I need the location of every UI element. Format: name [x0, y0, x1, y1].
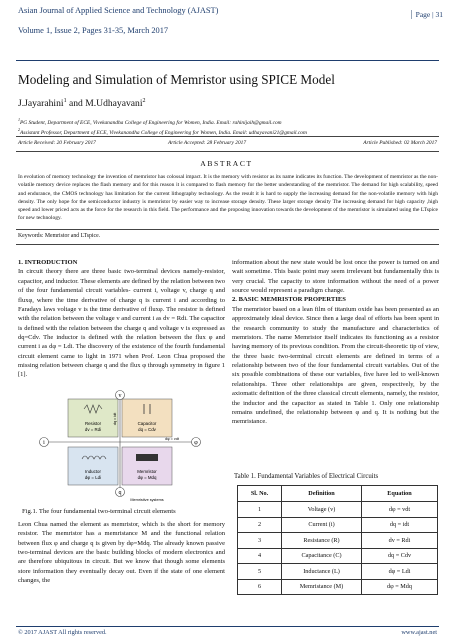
after-figure-paragraph: Leon Chua named the element as memristor, which is the short for memory resistor. The memristor has a memristance M and the functional relation between flux φ and charge q is given by dφ=Mdq. The already known passive two-terminal devices are the basic building blocks of modern electronics and are therefore ubiquitous in circuit. But we know that though some elements store information they eventually decay out. Even if the state of one element changes, the — [18, 521, 225, 585]
abstract-text: In evolution of memory technology the invention of memristor has colossal impact. It is the memory with resistor as its name indicates its function. The development of memristor as the non-volatile memory device replaces the flash memory and for this reason it is compared to flash memory for the better understanding of the memristor. The demand for high scalability, speed and endurance, the CMOS technology has limitation for the current lithography technology. As the result it is hard to supply the increasing demand for the non-volatile memory with high density. The only hope for the semiconductor industry is memristor by easier way to increase storage density. These larger storage density The increasing demand for high capacity ,high speed and lower priced acts as the force for the research in this field. The performance and the proposing innovation towards the development of the memristor is simulated using the LTspice for new technology. — [18, 174, 438, 222]
table-cell: dq = idt — [362, 517, 438, 533]
inductor-eq: dφ = Ldi — [84, 475, 102, 480]
date-received: Article Received: 20 February 2017 — [18, 140, 96, 146]
footer-website[interactable]: www.ajast.net — [401, 629, 437, 636]
right-column — [232, 258, 439, 427]
section2-paragraph: The memristor based on a lean film of titanium oxide has been presented as an approximately ideal device. Since then a large deal of efforts has been spent in the research community to study the manufacture and characteristics of memristors. The name Memristor itself indicates its functioning as a resistor having memory of its previous condition. From the circuit-theoretic tip of view, the three basic two-terminal circuit elements are defined in terms of a relationship between two of the four fundamental circuit variables. Out of the six possible combinations of these our variables, five have led to well-known relationships. Three other relationships are given, respectively, by the axiomatic definition of the three classical circuit elements, namely, the resistor, the inductor and the capacitor as stated in Table 1. Only one relationship remains undefined, the relationship between φ and q. It is nothing but the memristance. — [232, 305, 439, 426]
author-1-sup: 1 — [63, 98, 67, 104]
table-row — [238, 502, 438, 518]
table-cell: 1 — [238, 502, 282, 518]
figure-caption: Fig.1. The four fundamental two-terminal circuit elements — [22, 508, 176, 515]
table-cell: 2 — [238, 517, 282, 533]
figure-bottom-label: Memristive systems — [130, 498, 164, 502]
table-header-definition: Definition — [282, 486, 362, 502]
footer-copyright: © 2017 AJAST All rights reserved. — [18, 629, 107, 636]
table-cell: 4 — [238, 548, 282, 564]
table-row — [238, 533, 438, 549]
affiliation-2-sup: 2 — [18, 127, 20, 133]
affiliations — [18, 117, 438, 137]
table-cell: dv = Rdi — [362, 533, 438, 549]
keywords: Keywords: Memristor and LTspice. — [18, 233, 101, 239]
journal-header — [18, 6, 218, 46]
label-v: v — [118, 393, 122, 400]
affiliation-2-text: Assistant Professor, Department of ECE, Vivekanandha College of Engineering for Women, India. Email: udhayavani21@gmail.com — [20, 129, 307, 136]
memristor-name: Memristor — [137, 469, 157, 474]
table-row — [238, 564, 438, 580]
left-column-continued — [18, 520, 225, 586]
intro-paragraph: In circuit theory there are three basic two-terminal devices namely-resistor, capacitor, and inductor. These elements are defined by the relation between two of the four fundamental circuit variables- current i, voltage v, charge q and fluxφ, where the time derivative of charge q is current i and according to Faradays laws voltage v is the time derivative of fluxφ. The resistor is defined with the relation between the voltage v and current i as dv = Rdi. The capacitor is defined with the relation between the charge q and voltage v is expressed as dq=Cdv. The inductor is defined with the relation between the flux φ and current i as dφ = Ldi. The discovery of the existence of the fourth fundamental circuit element came to light in 1971 when Prof. Leon Chua proposed the missing relation between charge q and the flux φ through symmetry in figure 1 [1]. — [18, 268, 225, 379]
paper-title: Modeling and Simulation of Memristor using SPICE Model — [18, 72, 335, 87]
table-header-equation: Equation — [362, 486, 438, 502]
label-dq-idt: dq = idt — [113, 412, 117, 426]
figure-four-elements — [22, 389, 218, 505]
author-and: and — [66, 98, 86, 110]
resistor-name: Resistor — [84, 421, 102, 426]
table-cell: Inductance (L) — [282, 564, 362, 580]
author-2: M.Udhayavani — [85, 98, 143, 110]
table-cell: dφ = vdt — [362, 502, 438, 518]
table-header-slno: Sl. No. — [238, 486, 282, 502]
section2-heading: 2. BASIC MEMRISTOR PROPERTIES — [232, 296, 346, 304]
table-row — [238, 517, 438, 533]
affiliation-1-text: PG Student, Department of ECE, Vivekanandha College of Engineering for Women, India. Email: rahinijaih@gmail.com — [20, 119, 282, 126]
memristor-eq: dφ = Mdq — [137, 475, 157, 480]
table-cell: dq = Cdv — [362, 548, 438, 564]
table-row — [238, 579, 438, 595]
journal-name: Asian Journal of Applied Science and Technology (AJAST) — [18, 6, 219, 15]
keywords-bottom-rule — [16, 244, 439, 245]
table-cell: 5 — [238, 564, 282, 580]
table-cell: Voltage (v) — [282, 502, 362, 518]
capacitor-name: Capacitor — [137, 421, 157, 426]
affiliation-1-sup: 1 — [18, 117, 20, 122]
label-phi: φ — [194, 440, 198, 447]
fundamental-variables-table — [237, 485, 438, 595]
continued-paragraph: information about the new state would be lost once the power is turned on and wait sometime. This basic point may seem irrelevant but fundamentally this is very crucial. The capacity to store information without the need of a power source would represent a paradigm change. — [232, 259, 439, 295]
date-accepted: Article Accepted: 28 February 2017 — [168, 140, 247, 146]
page-number: Page | 31 — [411, 10, 443, 19]
table-cell: 6 — [238, 579, 282, 595]
journal-volume: Volume 1, Issue 2, Pages 31-35, March 2017 — [18, 26, 169, 36]
inductor-name: Inductor — [85, 469, 101, 474]
table-cell: Current (i) — [282, 517, 362, 533]
label-dphi-vdt: dφ = vdt — [165, 437, 179, 441]
table-cell: dφ = Ldi — [362, 564, 438, 580]
author-1: J.Jayarahini — [18, 98, 64, 110]
authors — [18, 98, 146, 109]
author-2-sup: 2 — [142, 98, 146, 104]
table-cell: Memristance (M) — [282, 579, 362, 595]
table-caption: Table 1. Fundamental Variables of Electrical Circuits — [234, 473, 379, 480]
table-header-row — [238, 486, 438, 502]
table-cell: Capacitance (C) — [282, 548, 362, 564]
footer-divider — [16, 626, 439, 627]
abstract-bottom-rule — [16, 229, 439, 230]
capacitor-eq: dq = Cdv — [138, 427, 156, 432]
article-dates — [18, 140, 437, 150]
abstract-heading: ABSTRACT — [200, 159, 253, 168]
header-divider — [16, 60, 439, 61]
label-i: i — [43, 440, 45, 447]
table-row — [238, 548, 438, 564]
label-q: q — [118, 490, 122, 497]
resistor-eq: dv = Rdi — [84, 427, 102, 432]
left-column — [18, 258, 225, 380]
dates-top-rule — [16, 136, 439, 137]
table-cell: 3 — [238, 533, 282, 549]
memristor-symbol — [136, 454, 158, 461]
date-published: Article Published: 02 March 2017 — [363, 140, 437, 146]
affiliation-1 — [18, 117, 438, 127]
table-cell: dφ = Mdq — [362, 579, 438, 595]
intro-heading: 1. INTRODUCTION — [18, 259, 78, 266]
dates-bottom-rule — [16, 151, 439, 152]
table-cell: Resistance (R) — [282, 533, 362, 549]
